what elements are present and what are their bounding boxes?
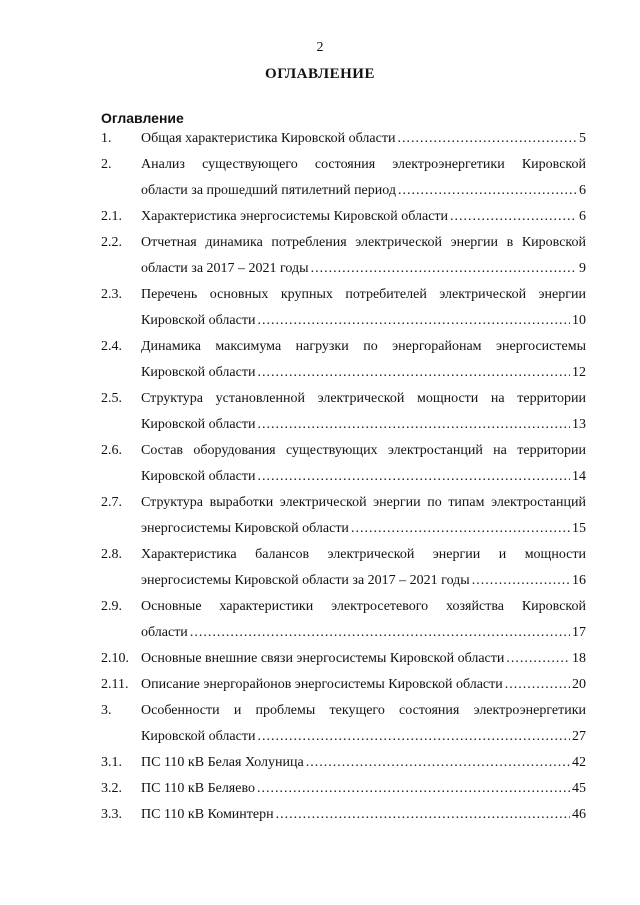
toc-entry-page: 20 (572, 677, 586, 692)
toc-entry-number: 2.3. (101, 287, 122, 302)
toc-entry-title: Характеристика энергосистемы Кировской области (141, 209, 449, 224)
toc-entry[interactable] (101, 672, 586, 698)
toc-dot-leader (506, 646, 570, 672)
toc-entry-page: 17 (572, 625, 586, 640)
toc-heading: Оглавление (101, 110, 184, 126)
toc-entry-number: 3.3. (101, 807, 122, 822)
toc-entry-page: 10 (572, 313, 586, 328)
toc-entry-page: 6 (579, 183, 586, 198)
toc-entry-title: области за прошедший пятилетний период (141, 183, 396, 198)
toc-entry-number: 2.11. (101, 677, 129, 692)
toc-entry-title-line: Отчетная динамика потребления электрической энергии в Кировской (141, 235, 586, 250)
toc-dot-leader (276, 802, 570, 828)
toc-entry-title-line: Структура установленной электрической мощности на территории (141, 391, 586, 406)
toc-entry-title: Общая характеристика Кировской области (141, 131, 396, 146)
toc-entry-title-line: Перечень основных крупных потребителей электрической энергии (141, 287, 586, 302)
toc-entry-number: 2.1. (101, 209, 122, 224)
toc-entry[interactable] (101, 490, 586, 542)
table-of-contents (101, 126, 586, 828)
toc-dot-leader (398, 178, 577, 204)
toc-entry-title: ПС 110 кВ Белая Холуница (141, 755, 304, 770)
toc-entry-title-line: Состав оборудования существующих электростанций на территории (141, 443, 586, 458)
toc-entry-title: Описание энергорайонов энергосистемы Кировской области (141, 677, 503, 692)
toc-dot-leader (306, 750, 570, 776)
toc-entry-page: 15 (572, 521, 586, 536)
toc-entry-title: ПС 110 кВ Коминтерн (141, 807, 274, 822)
toc-entry-page: 16 (572, 573, 586, 588)
toc-entry[interactable] (101, 646, 586, 672)
toc-entry[interactable] (101, 282, 586, 334)
toc-entry-title-line: Особенности и проблемы текущего состояния электроэнергетики (141, 703, 586, 718)
toc-entry-number: 2.9. (101, 599, 122, 614)
toc-dot-leader (351, 516, 570, 542)
toc-entry-number: 2. (101, 157, 112, 172)
toc-entry[interactable] (101, 542, 586, 594)
toc-dot-leader (472, 568, 570, 594)
toc-entry-page: 46 (572, 807, 586, 822)
toc-dot-leader (257, 360, 570, 386)
toc-entry-title: энергосистемы Кировской области за 2017 – 2021 годы (141, 573, 470, 588)
document-title: ОГЛАВЛЕНИЕ (265, 66, 375, 82)
toc-entry[interactable] (101, 230, 586, 282)
page-number: 2 (316, 40, 324, 55)
toc-dot-leader (190, 620, 570, 646)
toc-entry-title: Кировской области (141, 365, 256, 380)
toc-entry[interactable] (101, 698, 586, 750)
toc-entry-title-line: Динамика максимума нагрузки по энергорайонам энергосистемы (141, 339, 586, 354)
toc-entry-title: Кировской области (141, 417, 256, 432)
toc-entry-page: 13 (572, 417, 586, 432)
toc-entry[interactable] (101, 802, 586, 828)
toc-entry[interactable] (101, 334, 586, 386)
toc-entry-number: 2.2. (101, 235, 122, 250)
toc-entry-number: 2.6. (101, 443, 122, 458)
toc-entry[interactable] (101, 438, 586, 490)
toc-dot-leader (311, 256, 577, 282)
toc-entry-number: 2.8. (101, 547, 122, 562)
toc-entry-number: 2.10. (101, 651, 129, 666)
toc-entry-title: области за 2017 – 2021 годы (141, 261, 309, 276)
toc-dot-leader (257, 308, 570, 334)
toc-entry-title: Кировской области (141, 469, 256, 484)
toc-entry-number: 3.1. (101, 755, 122, 770)
toc-entry-number: 1. (101, 131, 112, 146)
toc-entry-title: ПС 110 кВ Беляево (141, 781, 255, 796)
toc-entry-page: 5 (579, 131, 586, 146)
toc-entry[interactable] (101, 204, 586, 230)
toc-entry-title: области (141, 625, 188, 640)
toc-dot-leader (450, 204, 577, 230)
toc-entry-page: 6 (579, 209, 586, 224)
toc-dot-leader (397, 126, 577, 152)
toc-entry[interactable] (101, 750, 586, 776)
toc-entry[interactable] (101, 386, 586, 438)
toc-entry-page: 14 (572, 469, 586, 484)
toc-entry[interactable] (101, 126, 586, 152)
toc-entry[interactable] (101, 152, 586, 204)
toc-dot-leader (257, 776, 570, 802)
toc-entry-title: Кировской области (141, 729, 256, 744)
toc-entry-title-line: Анализ существующего состояния электроэнергетики Кировской (141, 157, 586, 172)
toc-entry-number: 2.7. (101, 495, 122, 510)
toc-dot-leader (257, 412, 570, 438)
toc-entry[interactable] (101, 776, 586, 802)
toc-entry-title: энергосистемы Кировской области (141, 521, 349, 536)
toc-entry-title-line: Структура выработки электрической энергии по типам электростанций (141, 495, 586, 510)
toc-entry-page: 45 (572, 781, 586, 796)
toc-entry-number: 2.4. (101, 339, 122, 354)
toc-dot-leader (505, 672, 570, 698)
toc-entry-title: Кировской области (141, 313, 256, 328)
toc-dot-leader (257, 724, 570, 750)
toc-entry-title-line: Основные характеристики электросетевого хозяйства Кировской (141, 599, 586, 614)
toc-entry-number: 3.2. (101, 781, 122, 796)
toc-entry[interactable] (101, 594, 586, 646)
toc-entry-page: 12 (572, 365, 586, 380)
toc-entry-number: 3. (101, 703, 112, 718)
toc-dot-leader (257, 464, 570, 490)
toc-entry-number: 2.5. (101, 391, 122, 406)
toc-entry-page: 9 (579, 261, 586, 276)
toc-entry-page: 42 (572, 755, 586, 770)
toc-entry-page: 18 (572, 651, 586, 666)
toc-entry-title: Основные внешние связи энергосистемы Кировской области (141, 651, 505, 666)
toc-entry-page: 27 (572, 729, 586, 744)
toc-entry-title-line: Характеристика балансов электрической энергии и мощности (141, 547, 586, 562)
